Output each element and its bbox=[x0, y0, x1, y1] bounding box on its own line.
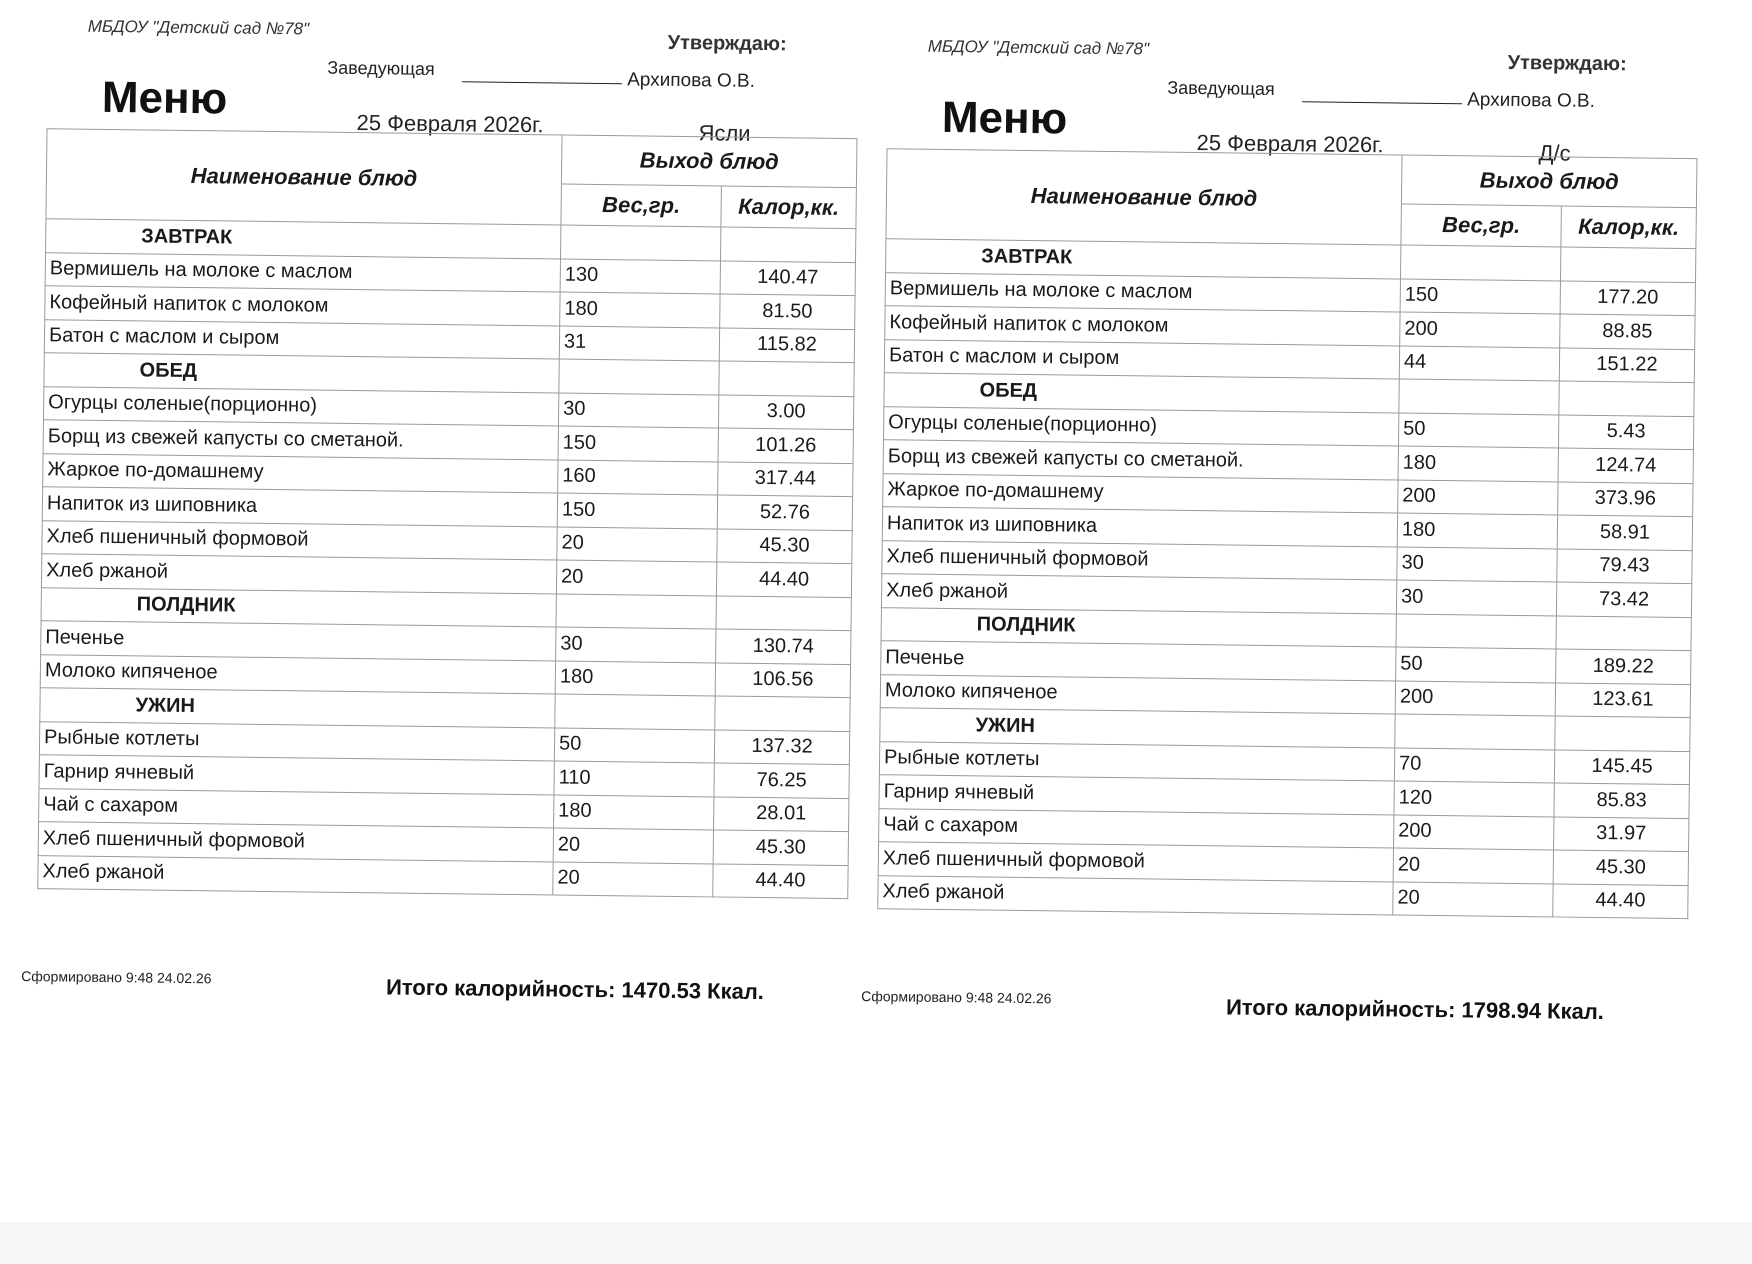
dish-weight: 180 bbox=[554, 794, 714, 829]
dish-calories: 79.43 bbox=[1557, 548, 1692, 583]
section-lunch: ОБЕД bbox=[884, 373, 1399, 413]
col-header-name: Наименование блюд bbox=[46, 129, 562, 225]
dish-weight: 30 bbox=[1397, 547, 1557, 582]
dish-weight: 70 bbox=[1394, 747, 1554, 782]
head-name: Архипова О.В. bbox=[627, 69, 756, 92]
head-role: Заведующая bbox=[1167, 77, 1275, 99]
dish-name: Батон с маслом и сыром bbox=[884, 339, 1399, 379]
dish-name: Гарнир ячневый bbox=[879, 775, 1394, 815]
dish-weight: 180 bbox=[1398, 446, 1558, 481]
dish-name: Хлеб ржаной bbox=[878, 875, 1393, 915]
dish-name: Хлеб пшеничный формовой bbox=[882, 540, 1397, 580]
dish-calories: 137.32 bbox=[714, 729, 849, 764]
head-role: Заведующая bbox=[327, 57, 435, 79]
dish-calories: 44.40 bbox=[713, 863, 848, 898]
dish-weight: 20 bbox=[1393, 881, 1553, 916]
dish-calories: 44.40 bbox=[716, 562, 851, 597]
dish-calories: 177.20 bbox=[1560, 280, 1695, 315]
dish-name: Огурцы соленые(порционно) bbox=[883, 406, 1398, 446]
menu-date: 25 Февраля 2026г. bbox=[356, 110, 544, 138]
approve-label: Утверждаю: bbox=[1507, 51, 1627, 76]
dish-weight: 20 bbox=[553, 861, 713, 896]
dish-calories: 106.56 bbox=[715, 662, 850, 697]
dish-calories: 189.22 bbox=[1556, 649, 1691, 684]
dish-weight: 30 bbox=[558, 393, 718, 428]
dish-calories: 151.22 bbox=[1559, 347, 1694, 382]
dish-calories: 73.42 bbox=[1556, 582, 1691, 617]
col-header-calories: Калор,кк. bbox=[1561, 206, 1696, 249]
dish-weight: 50 bbox=[1398, 413, 1558, 448]
dish-weight: 180 bbox=[560, 292, 720, 327]
dish-name: Борщ из свежей капусты со сметаной. bbox=[883, 440, 1398, 480]
dish-calories: 58.91 bbox=[1557, 515, 1692, 550]
menu-table bbox=[37, 128, 857, 899]
dish-calories: 76.25 bbox=[714, 763, 849, 798]
dish-name: Молоко кипяченое bbox=[40, 654, 555, 694]
dish-name: Вермишель на молоке с маслом bbox=[45, 252, 560, 292]
dish-name: Чай с сахаром bbox=[879, 808, 1394, 848]
dish-weight: 30 bbox=[556, 627, 716, 662]
dish-calories: 45.30 bbox=[717, 528, 852, 563]
dish-name: Огурцы соленые(порционно) bbox=[43, 386, 558, 426]
dish-calories: 124.74 bbox=[1558, 448, 1693, 483]
dish-calories: 31.97 bbox=[1554, 816, 1689, 851]
menu-date: 25 Февраля 2026г. bbox=[1196, 130, 1384, 158]
dish-weight: 50 bbox=[1396, 647, 1556, 682]
dish-weight: 200 bbox=[1394, 814, 1554, 849]
col-header-calories: Калор,кк. bbox=[721, 186, 856, 229]
section-lunch: ОБЕД bbox=[44, 353, 559, 393]
signature-line bbox=[462, 81, 622, 84]
dish-calories: 140.47 bbox=[720, 260, 855, 295]
dish-calories: 3.00 bbox=[718, 394, 853, 429]
dish-weight: 160 bbox=[558, 460, 718, 495]
dish-weight: 150 bbox=[1400, 279, 1560, 314]
dish-calories: 373.96 bbox=[1558, 481, 1693, 516]
section-breakfast: ЗАВТРАК bbox=[46, 219, 561, 259]
dish-name: Чай с сахаром bbox=[39, 788, 554, 828]
dish-name: Напиток из шиповника bbox=[42, 487, 557, 527]
dish-calories: 44.40 bbox=[1553, 883, 1688, 918]
dish-name: Борщ из свежей капусты со сметаной. bbox=[43, 420, 558, 460]
dish-calories: 145.45 bbox=[1554, 749, 1689, 784]
dish-weight: 200 bbox=[1398, 480, 1558, 515]
dish-calories: 115.82 bbox=[719, 327, 854, 362]
group-name: Ясли bbox=[698, 120, 751, 146]
dish-name: Хлеб пшеничный формовой bbox=[42, 520, 557, 560]
formed-timestamp: Сформировано 9:48 24.02.26 bbox=[21, 967, 212, 987]
dish-name: Гарнир ячневый bbox=[39, 755, 554, 795]
dish-weight: 150 bbox=[558, 426, 718, 461]
total-calories: Итого калорийность: 1470.53 Ккал. bbox=[385, 974, 765, 1005]
menu-sheet-nursery bbox=[16, 10, 848, 1020]
section-snack: ПОЛДНИК bbox=[881, 607, 1396, 647]
col-header-name: Наименование блюд bbox=[886, 149, 1402, 245]
dish-weight: 30 bbox=[1396, 580, 1556, 615]
dish-name: Рыбные котлеты bbox=[879, 741, 1394, 781]
dish-calories: 130.74 bbox=[716, 629, 851, 664]
approve-label: Утверждаю: bbox=[667, 31, 787, 56]
formed-timestamp: Сформировано 9:48 24.02.26 bbox=[861, 987, 1052, 1007]
dish-name: Жаркое по-домашнему bbox=[883, 473, 1398, 513]
dish-weight: 200 bbox=[1395, 680, 1555, 715]
dish-weight: 150 bbox=[557, 493, 717, 528]
dish-weight: 110 bbox=[554, 761, 714, 796]
dish-calories: 52.76 bbox=[717, 495, 852, 530]
dish-calories: 101.26 bbox=[718, 428, 853, 463]
dish-name: Хлеб пшеничный формовой bbox=[38, 822, 553, 862]
col-header-weight: Вес,гр. bbox=[561, 184, 721, 227]
dish-weight: 50 bbox=[554, 727, 714, 762]
total-calories: Итого калорийность: 1798.94 Ккал. bbox=[1225, 994, 1605, 1025]
section-dinner: УЖИН bbox=[40, 688, 555, 728]
dish-calories: 45.30 bbox=[1553, 850, 1688, 885]
col-header-weight: Вес,гр. bbox=[1401, 204, 1561, 247]
dish-weight: 44 bbox=[1399, 346, 1559, 381]
dish-name: Кофейный напиток с молоком bbox=[885, 306, 1400, 346]
dish-weight: 20 bbox=[553, 828, 713, 863]
group-name: Д/с bbox=[1538, 140, 1571, 166]
dish-calories: 317.44 bbox=[718, 461, 853, 496]
dish-name: Хлеб ржаной bbox=[38, 855, 553, 895]
menu-table bbox=[877, 148, 1697, 919]
dish-calories: 45.30 bbox=[713, 830, 848, 865]
dish-calories: 123.61 bbox=[1555, 682, 1690, 717]
section-breakfast: ЗАВТРАК bbox=[886, 239, 1401, 279]
dish-weight: 120 bbox=[1394, 781, 1554, 816]
dish-name: Напиток из шиповника bbox=[882, 507, 1397, 547]
col-header-output: Выход блюд bbox=[561, 135, 857, 188]
dish-weight: 31 bbox=[559, 326, 719, 361]
dish-weight: 180 bbox=[1397, 513, 1557, 548]
head-name: Архипова О.В. bbox=[1467, 89, 1596, 112]
dish-name: Хлеб ржаной bbox=[41, 554, 556, 594]
dish-calories: 85.83 bbox=[1554, 783, 1689, 818]
org-name: МБДОУ "Детский сад №78" bbox=[927, 36, 1150, 59]
dish-calories: 81.50 bbox=[720, 294, 855, 329]
dish-weight: 20 bbox=[557, 527, 717, 562]
dish-calories: 28.01 bbox=[714, 796, 849, 831]
dish-weight: 200 bbox=[1400, 312, 1560, 347]
dish-weight: 180 bbox=[555, 660, 715, 695]
menu-title: Меню bbox=[101, 72, 228, 124]
dish-name: Хлеб ржаной bbox=[881, 574, 1396, 614]
scan-edge bbox=[0, 1222, 1752, 1264]
dish-calories: 5.43 bbox=[1558, 414, 1693, 449]
dish-name: Кофейный напиток с молоком bbox=[45, 286, 560, 326]
dish-name: Рыбные котлеты bbox=[39, 721, 554, 761]
menu-title: Меню bbox=[941, 92, 1068, 144]
dish-name: Хлеб пшеничный формовой bbox=[878, 842, 1393, 882]
section-dinner: УЖИН bbox=[880, 708, 1395, 748]
dish-name: Жаркое по-домашнему bbox=[43, 453, 558, 493]
dish-name: Батон с маслом и сыром bbox=[44, 319, 559, 359]
section-snack: ПОЛДНИК bbox=[41, 587, 556, 627]
dish-weight: 130 bbox=[560, 259, 720, 294]
signature-line bbox=[1302, 101, 1462, 104]
dish-calories: 88.85 bbox=[1560, 314, 1695, 349]
col-header-output: Выход блюд bbox=[1401, 155, 1697, 208]
dish-name: Печенье bbox=[41, 621, 556, 661]
dish-name: Молоко кипяченое bbox=[880, 674, 1395, 714]
dish-weight: 20 bbox=[1393, 848, 1553, 883]
dish-name: Печенье bbox=[881, 641, 1396, 681]
dish-weight: 20 bbox=[556, 560, 716, 595]
org-name: МБДОУ "Детский сад №78" bbox=[87, 16, 310, 39]
dish-name: Вермишель на молоке с маслом bbox=[885, 272, 1400, 312]
menu-sheet-kindergarten bbox=[856, 30, 1688, 1040]
